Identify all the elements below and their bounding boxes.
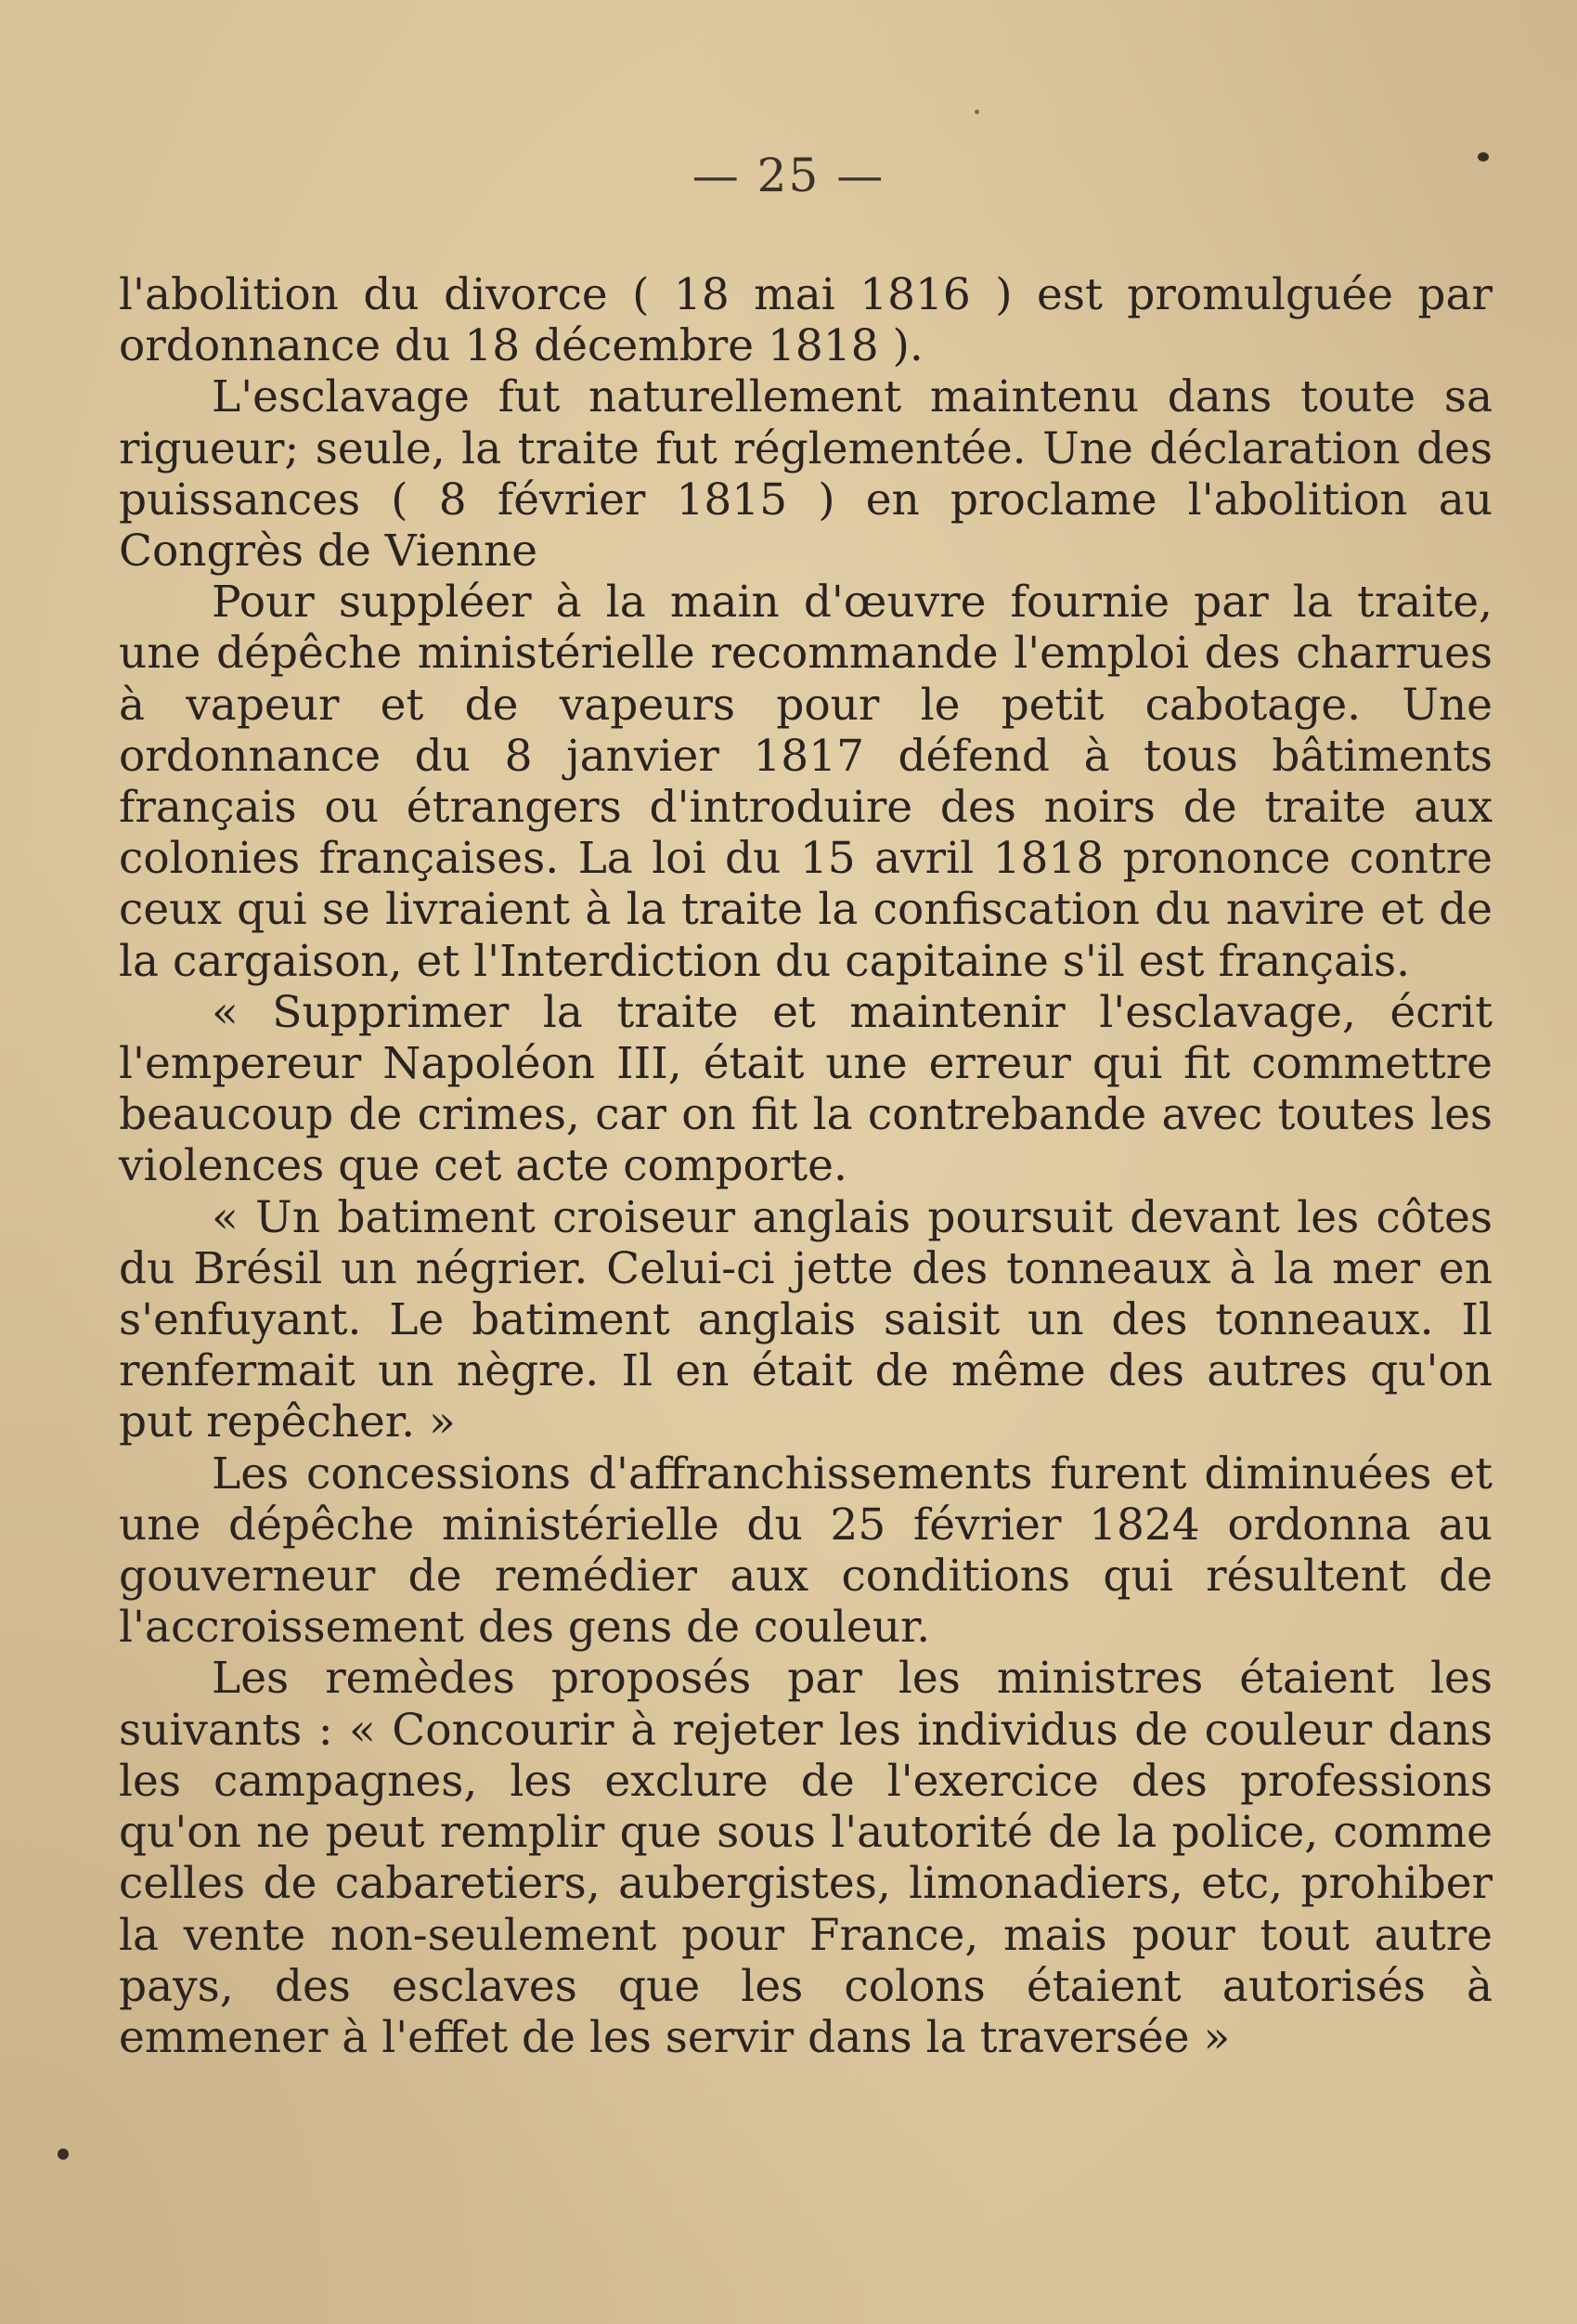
body-text — [119, 269, 1493, 2063]
paragraph-slavery-maintained: L'esclavage fut naturellement maintenu dans toute sa rigueur; seule, la traite fut réglementée. Une déclaration des puissances ( 8 février 1815 ) en proclame l'abolition au Congrès de Vienne — [119, 371, 1493, 578]
page-number: — 25 — — [692, 149, 885, 202]
paragraph-labor-replacement: Pour suppléer à la main d'œuvre fournie par la traite, une dépêche ministérielle recommande l'emploi des charrues à vapeur et de vapeurs pour le petit cabotage. Une ordonnance du 8 janvier 1817 défend à tous bâtiments français ou étrangers d'introduire des noirs de traite aux colonies françaises. La loi du 15 avril 1818 prononce contre ceux qui se livraient à la traite la confiscation du navire et de la cargaison, et l'Interdiction du capitaine s'il est français. — [119, 577, 1493, 987]
paragraph-concessions: Les concessions d'affranchissements furent diminuées et une dépêche ministérielle du 25 février 1824 ordonna au gouverneur de remédier aux conditions qui résultent de l'accroissement des gens de couleur. — [119, 1448, 1493, 1654]
ink-speck — [975, 110, 979, 114]
paragraph-divorce-abolition: l'abolition du divorce ( 18 mai 1816 ) est promulguée par ordonnance du 18 décembre 1818 ). — [119, 269, 1493, 372]
ink-speck — [1478, 152, 1489, 162]
paragraph-remedies: Les remèdes proposés par les ministres étaient les suivants : « Concourir à rejeter les individus de couleur dans les campagnes, les exclure de l'exercice des professions qu'on ne peut remplir que sous l'autorité de la police, comme celles de cabaretiers, aubergistes, limonadiers, etc, prohiber la vente non-seulement pour France, mais pour tout autre pays, des esclaves que les colons étaient autorisés à emmener à l'effet de les servir dans la traversée » — [119, 1653, 1493, 2063]
paragraph-napoleon-quote: « Supprimer la traite et maintenir l'esclavage, écrit l'empereur Napoléon III, était une erreur qui fit commettre beaucoup de crimes, car on fit la contrebande avec toutes les violences que cet acte comporte. — [119, 986, 1493, 1192]
paragraph-british-cruiser: « Un batiment croiseur anglais poursuit devant les côtes du Brésil un négrier. Celui-ci jette des tonneaux à la mer en s'enfuyant. Le batiment anglais saisit un des tonneaux. Il renfermait un nègre. Il en était de même des autres qu'on put repêcher. » — [119, 1191, 1493, 1448]
ink-speck — [58, 2149, 69, 2160]
